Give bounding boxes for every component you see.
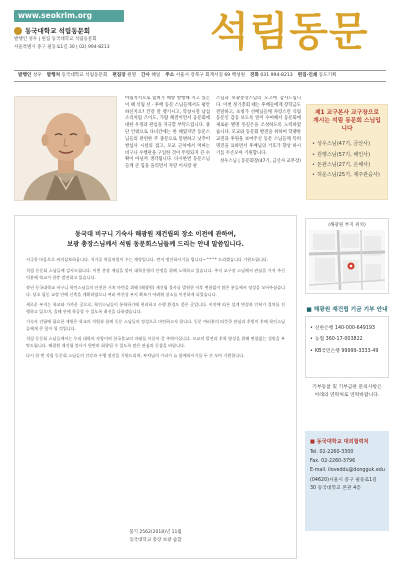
notice-item: • 성우스님(47기, 금산사) [312,139,382,149]
donation-accounts-box [305,316,389,378]
letter-paragraph: 새로운 부지는 학교와 가까운 곳으로, 학인스님들이 통학하기에 편리하고 수행 환경도 좋은 곳입니다. 이전에 따른 설계 변경과 인허가 절차를 진행하고 있으며, 올해 안에 착공할 수 있도록 최선을 다하겠습니다. [26,301,285,314]
notice-list [312,139,382,180]
contact-address: (04620)서울시 중구 필동로1길 30 동국대학교 본관 4층 [310,477,377,491]
portrait-photo [14,96,117,201]
donation-note-line-2: 아래의 연락처로 연락바랍니다. [314,393,380,399]
issue-info-bar [14,70,386,82]
monk-portrait-image [15,97,117,201]
contact-org: ■ 동국대학교 대외협력처 [310,439,369,445]
donation-title: ■ 해광원 재건립 기금 기부 안내 [306,307,388,313]
brand-box [14,10,124,62]
letter-paragraph: 기숙사 건립에 필요한 재원은 학교의 지원과 함께 동문 스님들의 정성으로 마련하고자 합니다. 동문 여러분의 따뜻한 관심과 후원이 후배 학인스님들에게 큰 힘이 될 것입니다. [26,318,285,331]
donation-note [305,384,389,401]
notice-item: • 원행스님(57기, 해인사) [312,150,382,160]
contact-tel[interactable]: Tel. 02-2260-3300 [310,450,354,455]
issue-item: 주소 서울시 강북구 회계서길 69 백성원 [165,73,246,78]
newsletter-title: 석림동문 [210,8,369,55]
letter-body [26,268,285,510]
map-caption: (해광원 부지 위치) [328,223,366,228]
contact-fax: Fax. 02-2260-3796 [310,458,356,464]
letter-footer [15,529,296,546]
president-letter [14,215,297,559]
letter-sign: 동국대학교 총장 보광 습합 [129,538,182,544]
letter-date: 불기 2562(2018)년 11월 [129,529,182,535]
letter-heading-line-1: 동국대 비구니 기숙사 해광원 재건립의 장소 이전에 관하여, [75,231,236,238]
contact-box [305,431,389,531]
issue-item: 발행처 동국대학교 석림동문회 [46,73,108,78]
feature-signature: 성우스님 | 동문회장(47기, 금산사 교무장) [219,159,301,165]
org-emblem-icon [14,27,22,35]
feature-column-2 [216,96,301,206]
bank-account: • 농협 360-17-003822 [310,334,384,345]
issue-item: 발행인 성우 [18,73,42,78]
bank-account: • 신한은행 140-000-649193 [310,323,384,334]
account-list [310,323,384,357]
map-marker-icon [348,263,355,270]
notice-item: • 허운스님(25기, 제주관음사) [312,170,382,180]
bank-account: • KB국민은행 99999-3333-49 [310,346,384,357]
letter-heading [26,230,285,249]
letter-heading-line-2: 보광 총장스님께서 석림 동문회스님들께 드리는 안내 말씀입니다. [67,240,244,248]
contact-email[interactable]: E-mail. iloveddu@dongguk.edu [310,467,385,473]
feature-article [125,96,301,206]
brand-line-1: 발행인 성우 | 편집 동국대학교 석림동문회 [14,37,97,42]
issue-item: 편집장 원명 [112,73,137,78]
org-name-text: 동국대학교 석림동문회 [25,27,91,35]
org-name [14,26,124,35]
letter-paragraph: 석림 동문회 스님들께 감사드립니다. 이번 총장 재임을 맞아 대학운영의 안정을 위해 노력하고 있습니다. 주지 교구장 스님께서 관심을 가져 주신 덕분에 학교가 한층 발전하고 있습니다. [26,268,285,281]
letter-paragraph: 작년 동국대학교 비구니 학인스님들의 안전한 거처 마련을 위해 (해광원) 재건립 불사를 발원한 이후 변함없이 많은 분들께서 정성을 모아주셨습니다. 당초 필동 교정 안에 신축을 계획하였으나 여러 여건상 부지 확보가 어려워 장소를 이전하게 되었습니다. [26,285,285,298]
abbot-notice-box [306,104,388,200]
feature-column-1 [125,96,210,206]
site-map-box [305,218,389,294]
issue-item: 전화 031 994-8213 [250,73,293,78]
letter-paragraph: 석림 동문회 스님들께서는 우리 대학의 자랑이며 한국불교의 미래를 이끌어 갈 주역이십니다. 모교의 발전과 후학 양성을 위해 변함없는 성원을 부탁드립니다. 해광원 재건립 불사가 원만히 회향될 수 있도록 많은 관심과 동참을 바랍니다. [26,335,285,348]
feature-text-2: 스님과 보광총장스님의 노고에 감사드립니다. 이번 정기총회 때는 후배들에게 장학금도 전달하고, 초청가 선배님들께 자랑스런 석림동문인 감응 보도록 알이 수여해서 동문회에 새로운 별명 뜻깊은을 조성하도록 노력하였습니다. 모교와 동문회 발전을 위하여 학랭한 교전과 후원을 보여주신 동문 스님들께 특히 명진을 표하면서 후배님의 거호가 향상 하시기를 두손모아 기원합니다. [216,96,301,156]
feature-text-1: 아림적서으로 넓혀가 해방 발행해 지고 있는 이 때 석림 선 · 후배 동문 스님들께서도 평안하신지요? 건강 잘 챙기시고, 학창시절 남섬소리처럼 즈이도, 가람 해결이면서 응문회에 대한 우정과 관심을 지극할 부탁드립니다. 종단 안팎으로 다녀간에는 한 해였지만 동문스님들의 관련한 주 종문으로 봉변하고 낫추어 쌍섬사 시설의 접고, 모교 근처에서 머싸는 비구니 수행관을 구입한 것이 뚜렷되지 큰 수확이 아닐까 생각됩니다. 다시한번 동문스님들께 큰 힘을 을리면서 자랑 이사장 관 [125,96,210,170]
masthead [0,0,400,66]
notice-item: • 돈관스님(27기, 은해사) [312,160,382,170]
location-map-image [309,230,385,290]
letter-greeting: 지극한 마음으로 귀의삼보하옵니다. 저가공 처음처럼이 우는 계정입니다. 먼저 정안하시기를 빕니다~^*^* 드리겠습니다 기원드립니다. [26,257,269,263]
brand-line-2: 서울특별시 중구 필동로1길 30 | 02) 994-8213 [14,44,110,50]
notice-title: 제1 교구본사 교구장으로 계시는 석림 동문회 스님입니다 [313,110,381,132]
issue-item: 편집·인쇄 동도기획 [297,73,337,78]
letter-paragraph: 다시 한 번 석림 동문회 스님들의 건강과 수행 정진을 기원드리며, 부처님의 가피가 늘 함께하시기를 두 손 모아 기원합니다. [26,352,245,358]
issue-item: 간사 혜일 [141,73,161,78]
donation-note-line-1: 기부동참 및 기부금판 문의사항은 [312,385,382,390]
site-url-link[interactable]: www.seokrim.org [14,10,124,22]
